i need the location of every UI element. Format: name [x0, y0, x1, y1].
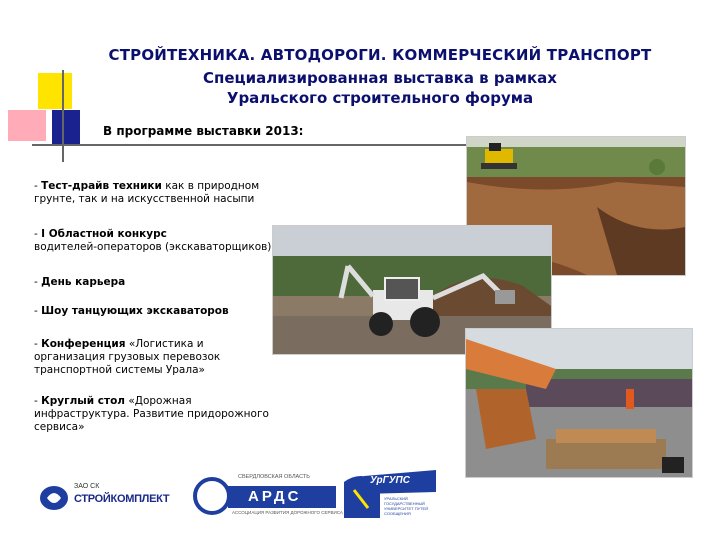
item-prefix: - [34, 305, 42, 317]
item-prefix: - [34, 180, 42, 192]
item-text: «Дорожная инфраструктура. Развитие придорожного сервиса» [34, 395, 269, 433]
urgups-name: УрГУПС [370, 475, 410, 486]
list-item [34, 276, 274, 289]
ards-bottom-text: АССОЦИАЦИЯ РАЗВИТИЯ ДОРОЖНОГО СЕРВИСА [232, 510, 343, 515]
page-title: СТРОЙТЕХНИКА. АВТОДОРОГИ. КОММЕРЧЕСКИЙ ТРАНСПОРТ [108, 46, 652, 64]
item-bold: Шоу танцующих экскаваторов [41, 305, 229, 317]
program-list [34, 180, 274, 434]
ards-logo [188, 472, 343, 518]
item-bold: I Областной конкурс [41, 228, 167, 240]
list-item [34, 395, 274, 434]
list-item [34, 180, 274, 206]
item-bold: Круглый стол [41, 395, 125, 407]
item-prefix: - [34, 395, 42, 407]
list-item [34, 305, 274, 318]
urgups-logo [340, 468, 440, 522]
item-bold: Тест-драйв техники [41, 180, 162, 192]
item-prefix: - [34, 228, 42, 240]
stroykomplekt-name: СТРОЙКОМПЛЕКТ [74, 493, 170, 505]
page-subtitle-line1: Специализированная выставка в рамках [203, 69, 557, 87]
item-prefix: - [34, 276, 42, 288]
ards-top-text: СВЕРДЛОВСКАЯ ОБЛАСТЬ [238, 474, 310, 480]
item-text: как в природном грунте, так и на искусственной насыпи [34, 180, 260, 205]
list-item [34, 228, 274, 254]
urgups-subtitle: УРАЛЬСКИЙ ГОСУДАРСТВЕННЫЙ УНИВЕРСИТЕТ ПУТЕЙ СООБЩЕНИЯ [384, 496, 429, 516]
crowd-excavator-photo [465, 328, 693, 478]
decor-blue-square [52, 110, 80, 144]
item-bold: День карьера [41, 276, 126, 288]
list-item [34, 338, 274, 377]
item-text: водителей-операторов (экскаваторщиков) [34, 241, 272, 253]
stroykomplekt-small-text: ЗАО СК [74, 483, 100, 490]
item-prefix: - [34, 338, 42, 350]
ards-name: АРДС [248, 488, 302, 505]
decor-pink-square [8, 110, 46, 141]
item-bold: Конференция [41, 338, 126, 350]
stroykomplekt-logo [38, 478, 168, 518]
page-subtitle-line2: Уральского строительного форума [226, 89, 534, 107]
program-heading: В программе выставки 2013: [103, 124, 304, 138]
item-text: «Логистика и организация грузовых перевозок транспортной системы Урала» [34, 338, 221, 376]
